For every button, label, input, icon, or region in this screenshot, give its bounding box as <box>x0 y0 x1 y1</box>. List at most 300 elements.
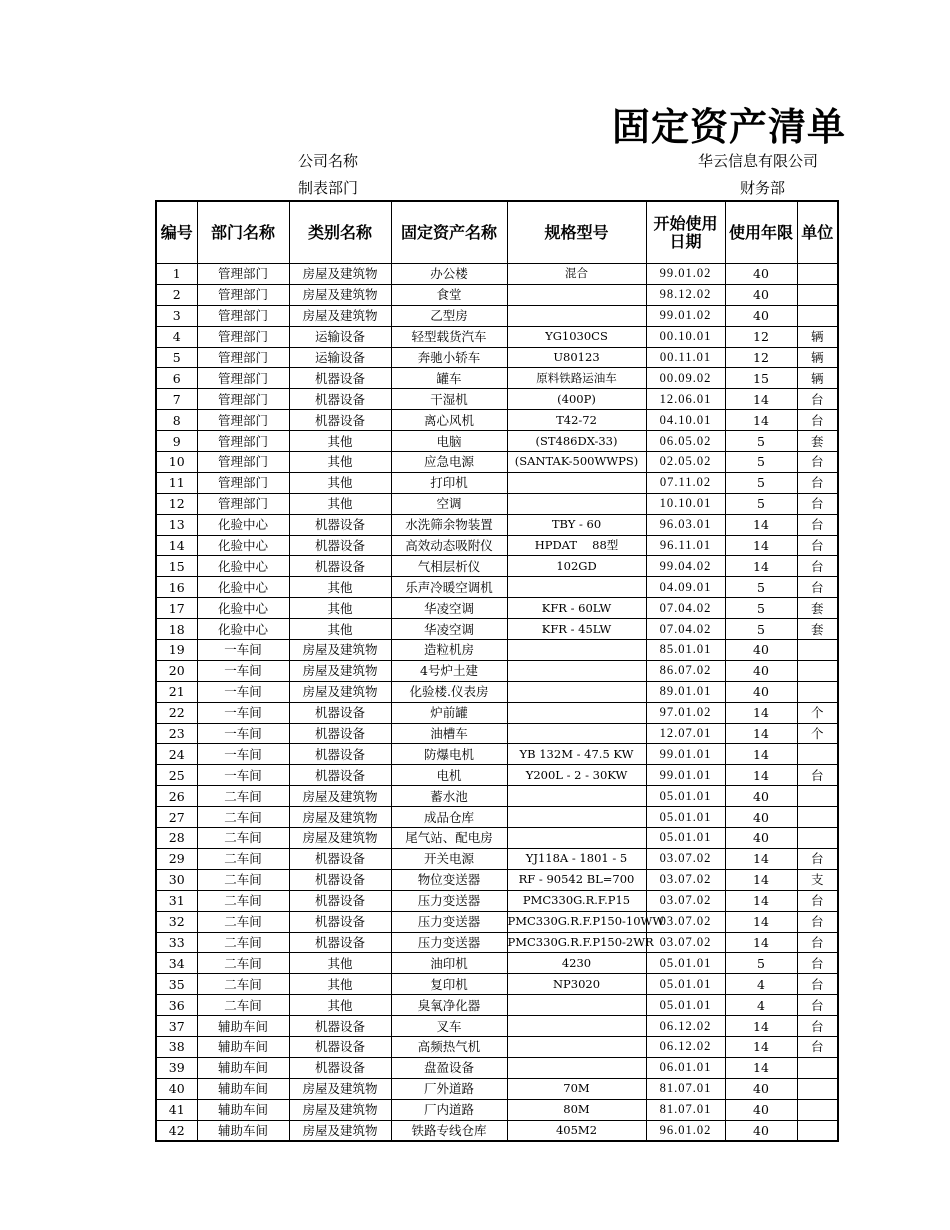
cell-category: 机器设备 <box>289 848 391 869</box>
cell-service-life: 14 <box>725 932 797 953</box>
cell-category: 机器设备 <box>289 723 391 744</box>
cell-unit <box>797 1120 838 1141</box>
cell-unit: 辆 <box>797 326 838 347</box>
cell-spec-model: RF - 90542 BL=700 <box>507 869 646 890</box>
cell-start-date: 07.04.02 <box>646 619 725 640</box>
cell-asset-name: 臭氧净化器 <box>391 995 507 1016</box>
table-row <box>156 514 838 535</box>
cell-id: 20 <box>156 660 197 681</box>
cell-asset-name: 防爆电机 <box>391 744 507 765</box>
cell-unit <box>797 264 838 285</box>
cell-id: 39 <box>156 1057 197 1078</box>
cell-department: 二车间 <box>197 911 289 932</box>
table-row <box>156 911 838 932</box>
cell-id: 29 <box>156 848 197 869</box>
cell-id: 10 <box>156 452 197 473</box>
header-department: 部门名称 <box>197 201 289 264</box>
page-title: 固定资产清单 <box>612 104 847 149</box>
cell-asset-name: 炉前罐 <box>391 702 507 723</box>
cell-asset-name: 罐车 <box>391 368 507 389</box>
cell-asset-name: 尾气站、配电房 <box>391 828 507 849</box>
cell-spec-model: 80M <box>507 1099 646 1120</box>
cell-service-life: 12 <box>725 326 797 347</box>
cell-asset-name: 电机 <box>391 765 507 786</box>
cell-department: 辅助车间 <box>197 1036 289 1057</box>
cell-unit <box>797 1078 838 1099</box>
cell-category: 其他 <box>289 995 391 1016</box>
cell-start-date: 81.07.01 <box>646 1078 725 1099</box>
cell-unit: 台 <box>797 995 838 1016</box>
cell-spec-model: 混合 <box>507 264 646 285</box>
cell-unit: 辆 <box>797 347 838 368</box>
cell-spec-model: YJ118A - 1801 - 5 <box>507 848 646 869</box>
cell-department: 二车间 <box>197 890 289 911</box>
cell-unit <box>797 786 838 807</box>
cell-asset-name: 办公楼 <box>391 264 507 285</box>
cell-category: 机器设备 <box>289 556 391 577</box>
cell-spec-model <box>507 681 646 702</box>
cell-spec-model: PMC330G.R.F.P15 <box>507 890 646 911</box>
cell-start-date: 05.01.01 <box>646 995 725 1016</box>
table-row <box>156 493 838 514</box>
table-row <box>156 828 838 849</box>
table-row <box>156 660 838 681</box>
cell-spec-model <box>507 723 646 744</box>
cell-id: 18 <box>156 619 197 640</box>
cell-spec-model <box>507 828 646 849</box>
table-header-row <box>156 201 838 264</box>
cell-department: 化验中心 <box>197 598 289 619</box>
cell-spec-model <box>507 284 646 305</box>
cell-id: 22 <box>156 702 197 723</box>
cell-category: 运输设备 <box>289 347 391 368</box>
cell-category: 房屋及建筑物 <box>289 1099 391 1120</box>
cell-department: 二车间 <box>197 995 289 1016</box>
cell-service-life: 5 <box>725 598 797 619</box>
cell-department: 管理部门 <box>197 410 289 431</box>
cell-category: 机器设备 <box>289 535 391 556</box>
cell-category: 房屋及建筑物 <box>289 660 391 681</box>
cell-unit: 台 <box>797 953 838 974</box>
cell-department: 二车间 <box>197 828 289 849</box>
cell-asset-name: 干湿机 <box>391 389 507 410</box>
cell-category: 房屋及建筑物 <box>289 807 391 828</box>
cell-id: 16 <box>156 577 197 598</box>
cell-start-date: 02.05.02 <box>646 452 725 473</box>
cell-department: 管理部门 <box>197 264 289 285</box>
cell-department: 化验中心 <box>197 556 289 577</box>
table-row <box>156 472 838 493</box>
cell-department: 一车间 <box>197 702 289 723</box>
cell-id: 38 <box>156 1036 197 1057</box>
cell-id: 15 <box>156 556 197 577</box>
cell-category: 房屋及建筑物 <box>289 1078 391 1099</box>
cell-asset-name: 高频热气机 <box>391 1036 507 1057</box>
cell-start-date: 06.01.01 <box>646 1057 725 1078</box>
cell-unit: 台 <box>797 472 838 493</box>
cell-spec-model: (400P) <box>507 389 646 410</box>
cell-id: 1 <box>156 264 197 285</box>
cell-spec-model <box>507 807 646 828</box>
table-row <box>156 1120 838 1141</box>
cell-asset-name: 气相层析仪 <box>391 556 507 577</box>
cell-category: 其他 <box>289 472 391 493</box>
cell-asset-name: 复印机 <box>391 974 507 995</box>
cell-category: 房屋及建筑物 <box>289 284 391 305</box>
cell-start-date: 12.06.01 <box>646 389 725 410</box>
cell-asset-name: 乙型房 <box>391 305 507 326</box>
cell-asset-name: 铁路专线仓库 <box>391 1120 507 1141</box>
cell-id: 26 <box>156 786 197 807</box>
cell-department: 管理部门 <box>197 284 289 305</box>
cell-service-life: 4 <box>725 974 797 995</box>
cell-department: 管理部门 <box>197 305 289 326</box>
cell-spec-model <box>507 472 646 493</box>
cell-service-life: 40 <box>725 807 797 828</box>
header-start-date: 开始使用日期 <box>646 201 725 264</box>
cell-unit: 台 <box>797 577 838 598</box>
cell-service-life: 15 <box>725 368 797 389</box>
cell-asset-name: 叉车 <box>391 1016 507 1037</box>
cell-id: 23 <box>156 723 197 744</box>
table-row <box>156 702 838 723</box>
cell-service-life: 5 <box>725 431 797 452</box>
cell-category: 机器设备 <box>289 869 391 890</box>
cell-id: 28 <box>156 828 197 849</box>
cell-service-life: 14 <box>725 556 797 577</box>
cell-unit: 台 <box>797 890 838 911</box>
cell-service-life: 40 <box>725 660 797 681</box>
cell-id: 33 <box>156 932 197 953</box>
cell-service-life: 14 <box>725 765 797 786</box>
cell-service-life: 5 <box>725 472 797 493</box>
cell-asset-name: 厂外道路 <box>391 1078 507 1099</box>
cell-department: 一车间 <box>197 765 289 786</box>
cell-service-life: 4 <box>725 995 797 1016</box>
cell-service-life: 14 <box>725 702 797 723</box>
cell-service-life: 40 <box>725 681 797 702</box>
cell-asset-name: 奔驰小轿车 <box>391 347 507 368</box>
cell-service-life: 40 <box>725 786 797 807</box>
cell-unit: 台 <box>797 493 838 514</box>
table-row <box>156 556 838 577</box>
cell-department: 二车间 <box>197 869 289 890</box>
cell-asset-name: 打印机 <box>391 472 507 493</box>
cell-unit: 台 <box>797 556 838 577</box>
cell-spec-model <box>507 493 646 514</box>
cell-department: 二车间 <box>197 932 289 953</box>
cell-department: 管理部门 <box>197 389 289 410</box>
cell-start-date: 86.07.02 <box>646 660 725 681</box>
cell-department: 辅助车间 <box>197 1099 289 1120</box>
cell-spec-model <box>507 995 646 1016</box>
header-service-life: 使用年限 <box>725 201 797 264</box>
cell-id: 36 <box>156 995 197 1016</box>
cell-spec-model: 405M2 <box>507 1120 646 1141</box>
cell-unit: 台 <box>797 452 838 473</box>
cell-id: 5 <box>156 347 197 368</box>
cell-unit <box>797 828 838 849</box>
table-row <box>156 368 838 389</box>
cell-category: 机器设备 <box>289 765 391 786</box>
cell-spec-model: TBY - 60 <box>507 514 646 535</box>
cell-service-life: 14 <box>725 410 797 431</box>
cell-asset-name: 物位变送器 <box>391 869 507 890</box>
cell-id: 14 <box>156 535 197 556</box>
cell-id: 25 <box>156 765 197 786</box>
cell-category: 机器设备 <box>289 1016 391 1037</box>
cell-category: 其他 <box>289 974 391 995</box>
cell-start-date: 03.07.02 <box>646 848 725 869</box>
cell-start-date: 85.01.01 <box>646 640 725 661</box>
cell-asset-name: 压力变送器 <box>391 932 507 953</box>
cell-asset-name: 造粒机房 <box>391 640 507 661</box>
cell-service-life: 40 <box>725 264 797 285</box>
cell-unit: 台 <box>797 1016 838 1037</box>
table-row <box>156 744 838 765</box>
cell-spec-model <box>507 640 646 661</box>
cell-asset-name: 蓄水池 <box>391 786 507 807</box>
cell-id: 12 <box>156 493 197 514</box>
cell-service-life: 14 <box>725 911 797 932</box>
cell-start-date: 06.05.02 <box>646 431 725 452</box>
cell-asset-name: 油印机 <box>391 953 507 974</box>
table-row <box>156 1016 838 1037</box>
cell-unit: 台 <box>797 974 838 995</box>
cell-start-date: 06.12.02 <box>646 1016 725 1037</box>
cell-service-life: 5 <box>725 577 797 598</box>
cell-id: 2 <box>156 284 197 305</box>
table-row <box>156 577 838 598</box>
cell-department: 二车间 <box>197 786 289 807</box>
cell-department: 二车间 <box>197 848 289 869</box>
table-row <box>156 786 838 807</box>
table-row <box>156 848 838 869</box>
cell-category: 房屋及建筑物 <box>289 305 391 326</box>
cell-id: 31 <box>156 890 197 911</box>
cell-asset-name: 油槽车 <box>391 723 507 744</box>
cell-asset-name: 4号炉土建 <box>391 660 507 681</box>
cell-service-life: 14 <box>725 744 797 765</box>
cell-id: 42 <box>156 1120 197 1141</box>
cell-spec-model: KFR - 45LW <box>507 619 646 640</box>
company-name-label: 公司名称 <box>298 152 359 170</box>
table-row <box>156 452 838 473</box>
cell-start-date: 99.01.02 <box>646 305 725 326</box>
cell-spec-model: YB 132M - 47.5 KW <box>507 744 646 765</box>
cell-unit: 台 <box>797 932 838 953</box>
cell-unit: 套 <box>797 431 838 452</box>
cell-service-life: 40 <box>725 284 797 305</box>
cell-start-date: 96.03.01 <box>646 514 725 535</box>
cell-department: 辅助车间 <box>197 1120 289 1141</box>
cell-start-date: 07.11.02 <box>646 472 725 493</box>
table-row <box>156 1078 838 1099</box>
cell-category: 房屋及建筑物 <box>289 1120 391 1141</box>
cell-asset-name: 轻型载货汽车 <box>391 326 507 347</box>
cell-department: 管理部门 <box>197 347 289 368</box>
cell-asset-name: 华凌空调 <box>391 619 507 640</box>
cell-unit: 个 <box>797 702 838 723</box>
cell-start-date: 03.07.02 <box>646 932 725 953</box>
cell-start-date: 04.10.01 <box>646 410 725 431</box>
cell-start-date: 10.10.01 <box>646 493 725 514</box>
cell-unit: 台 <box>797 514 838 535</box>
cell-id: 41 <box>156 1099 197 1120</box>
cell-start-date: 99.01.01 <box>646 765 725 786</box>
cell-id: 13 <box>156 514 197 535</box>
header-category: 类别名称 <box>289 201 391 264</box>
cell-spec-model <box>507 1057 646 1078</box>
header-unit: 单位 <box>797 201 838 264</box>
cell-department: 辅助车间 <box>197 1057 289 1078</box>
cell-service-life: 14 <box>725 514 797 535</box>
cell-spec-model: HPDAT 88型 <box>507 535 646 556</box>
cell-spec-model <box>507 1016 646 1037</box>
cell-id: 6 <box>156 368 197 389</box>
cell-asset-name: 食堂 <box>391 284 507 305</box>
cell-unit: 台 <box>797 535 838 556</box>
cell-start-date: 89.01.01 <box>646 681 725 702</box>
cell-unit: 台 <box>797 848 838 869</box>
cell-unit: 台 <box>797 911 838 932</box>
cell-category: 其他 <box>289 619 391 640</box>
cell-asset-name: 电脑 <box>391 431 507 452</box>
cell-asset-name: 水洗筛余物装置 <box>391 514 507 535</box>
table-row <box>156 347 838 368</box>
cell-department: 二车间 <box>197 953 289 974</box>
cell-asset-name: 压力变送器 <box>391 890 507 911</box>
cell-asset-name: 化验楼.仪表房 <box>391 681 507 702</box>
header-id: 编号 <box>156 201 197 264</box>
cell-id: 17 <box>156 598 197 619</box>
cell-spec-model <box>507 660 646 681</box>
cell-unit <box>797 744 838 765</box>
cell-category: 房屋及建筑物 <box>289 681 391 702</box>
department-label: 制表部门 <box>298 179 359 197</box>
cell-id: 35 <box>156 974 197 995</box>
cell-unit: 台 <box>797 1036 838 1057</box>
cell-asset-name: 空调 <box>391 493 507 514</box>
table-row <box>156 389 838 410</box>
cell-id: 21 <box>156 681 197 702</box>
cell-start-date: 99.04.02 <box>646 556 725 577</box>
cell-unit <box>797 1099 838 1120</box>
cell-unit: 辆 <box>797 368 838 389</box>
cell-department: 化验中心 <box>197 577 289 598</box>
cell-id: 30 <box>156 869 197 890</box>
cell-start-date: 99.01.01 <box>646 744 725 765</box>
cell-spec-model <box>507 786 646 807</box>
table-row <box>156 535 838 556</box>
table-row <box>156 807 838 828</box>
cell-category: 其他 <box>289 598 391 619</box>
table-row <box>156 723 838 744</box>
cell-department: 一车间 <box>197 681 289 702</box>
cell-department: 二车间 <box>197 807 289 828</box>
cell-service-life: 14 <box>725 1016 797 1037</box>
header-spec-model: 规格型号 <box>507 201 646 264</box>
cell-unit: 支 <box>797 869 838 890</box>
cell-unit <box>797 305 838 326</box>
cell-id: 3 <box>156 305 197 326</box>
cell-start-date: 04.09.01 <box>646 577 725 598</box>
cell-department: 二车间 <box>197 974 289 995</box>
cell-start-date: 03.07.02 <box>646 911 725 932</box>
cell-department: 化验中心 <box>197 535 289 556</box>
cell-category: 机器设备 <box>289 890 391 911</box>
cell-spec-model <box>507 305 646 326</box>
table-row <box>156 264 838 285</box>
cell-start-date: 07.04.02 <box>646 598 725 619</box>
cell-id: 24 <box>156 744 197 765</box>
cell-department: 化验中心 <box>197 514 289 535</box>
cell-start-date: 05.01.01 <box>646 786 725 807</box>
cell-asset-name: 开关电源 <box>391 848 507 869</box>
cell-unit <box>797 681 838 702</box>
cell-category: 机器设备 <box>289 932 391 953</box>
cell-category: 机器设备 <box>289 410 391 431</box>
cell-start-date: 05.01.01 <box>646 807 725 828</box>
cell-asset-name: 高效动态吸附仪 <box>391 535 507 556</box>
cell-id: 27 <box>156 807 197 828</box>
cell-service-life: 14 <box>725 848 797 869</box>
cell-start-date: 96.01.02 <box>646 1120 725 1141</box>
cell-asset-name: 盘盈设备 <box>391 1057 507 1078</box>
cell-category: 运输设备 <box>289 326 391 347</box>
company-name-value: 华云信息有限公司 <box>698 152 819 170</box>
cell-asset-name: 厂内道路 <box>391 1099 507 1120</box>
cell-asset-name: 应急电源 <box>391 452 507 473</box>
cell-asset-name: 成品仓库 <box>391 807 507 828</box>
cell-start-date: 97.01.02 <box>646 702 725 723</box>
cell-unit <box>797 660 838 681</box>
cell-spec-model: 102GD <box>507 556 646 577</box>
cell-spec-model <box>507 577 646 598</box>
cell-asset-name: 华凌空调 <box>391 598 507 619</box>
cell-category: 机器设备 <box>289 1036 391 1057</box>
cell-unit <box>797 1057 838 1078</box>
cell-category: 机器设备 <box>289 1057 391 1078</box>
cell-category: 其他 <box>289 431 391 452</box>
cell-department: 管理部门 <box>197 368 289 389</box>
cell-asset-name: 乐声冷暖空调机 <box>391 577 507 598</box>
table-row <box>156 1057 838 1078</box>
cell-service-life: 5 <box>725 452 797 473</box>
cell-unit <box>797 807 838 828</box>
cell-service-life: 40 <box>725 1099 797 1120</box>
cell-spec-model: NP3020 <box>507 974 646 995</box>
cell-id: 9 <box>156 431 197 452</box>
asset-table <box>155 200 839 1142</box>
cell-service-life: 14 <box>725 723 797 744</box>
table-row <box>156 619 838 640</box>
cell-spec-model: (ST486DX-33) <box>507 431 646 452</box>
cell-category: 其他 <box>289 452 391 473</box>
cell-service-life: 40 <box>725 1120 797 1141</box>
cell-category: 其他 <box>289 953 391 974</box>
cell-service-life: 14 <box>725 1036 797 1057</box>
cell-category: 机器设备 <box>289 514 391 535</box>
cell-spec-model: T42-72 <box>507 410 646 431</box>
cell-service-life: 40 <box>725 640 797 661</box>
cell-spec-model: 4230 <box>507 953 646 974</box>
cell-service-life: 40 <box>725 828 797 849</box>
cell-department: 辅助车间 <box>197 1016 289 1037</box>
cell-unit: 套 <box>797 598 838 619</box>
cell-category: 机器设备 <box>289 702 391 723</box>
cell-id: 32 <box>156 911 197 932</box>
